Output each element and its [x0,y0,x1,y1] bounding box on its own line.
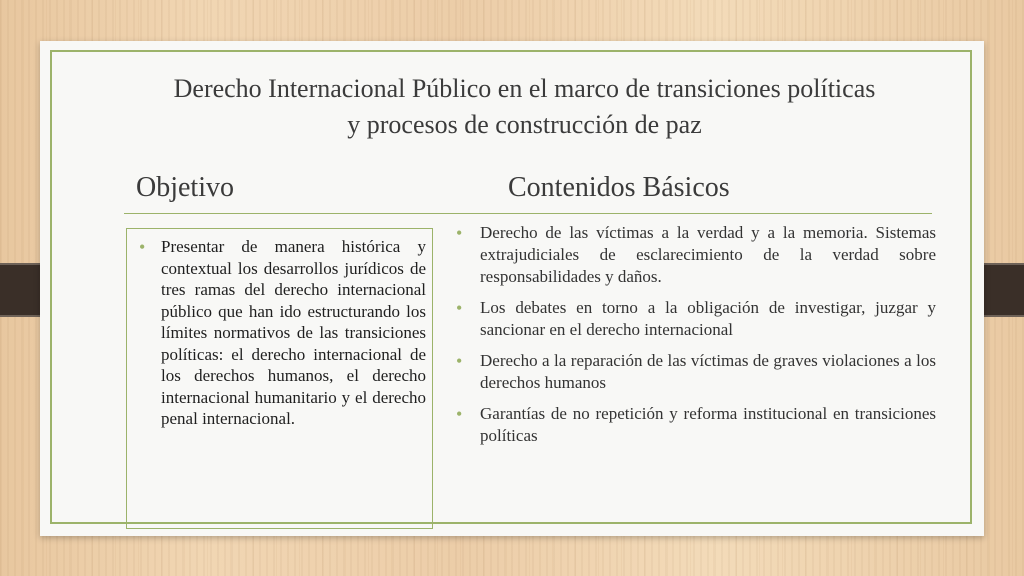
bullet-icon: • [456,351,463,371]
slide-title-line-2: y procesos de construcción de paz [347,110,702,139]
contents-item-text: Derecho a la reparación de las víctimas de graves violaciones a los derechos humanos [480,351,936,392]
slide-title-line-1: Derecho Internacional Público en el marco de transiciones políticas [173,74,876,103]
objective-box [126,228,433,529]
contents-item-text: Derecho de las víctimas a la verdad y a la memoria. Sistemas extrajudiciales de esclarecimiento de la verdad sobre responsabilidades y daños. [480,223,936,286]
bullet-icon: • [456,404,463,424]
objective-bullet [139,236,426,430]
bullet-icon: • [456,298,463,318]
slide-card [40,41,984,536]
slide-title [92,71,957,143]
contents-heading: Contenidos Básicos [508,172,730,203]
contents-item-text: Garantías de no repetición y reforma institucional en transiciones políticas [480,404,936,445]
contents-item [456,403,936,447]
heading-divider [124,213,932,214]
bullet-icon: • [456,223,463,243]
contents-list [456,222,936,456]
contents-item [456,222,936,288]
slide-frame [50,50,972,524]
bullet-icon: • [139,237,146,257]
objective-text: Presentar de manera histórica y contextual los desarrollos jurídicos de tres ramas del derecho internacional público que han ido estructurando los límites normativos de las transiciones políticas: el derecho internacional de los derechos humanos, el derecho internacional humanitario y el derecho penal internacional. [161,237,426,428]
objective-heading: Objetivo [136,172,234,203]
contents-item [456,350,936,394]
contents-item [456,297,936,341]
contents-item-text: Los debates en torno a la obligación de investigar, juzgar y sancionar en el derecho internacional [480,298,936,339]
